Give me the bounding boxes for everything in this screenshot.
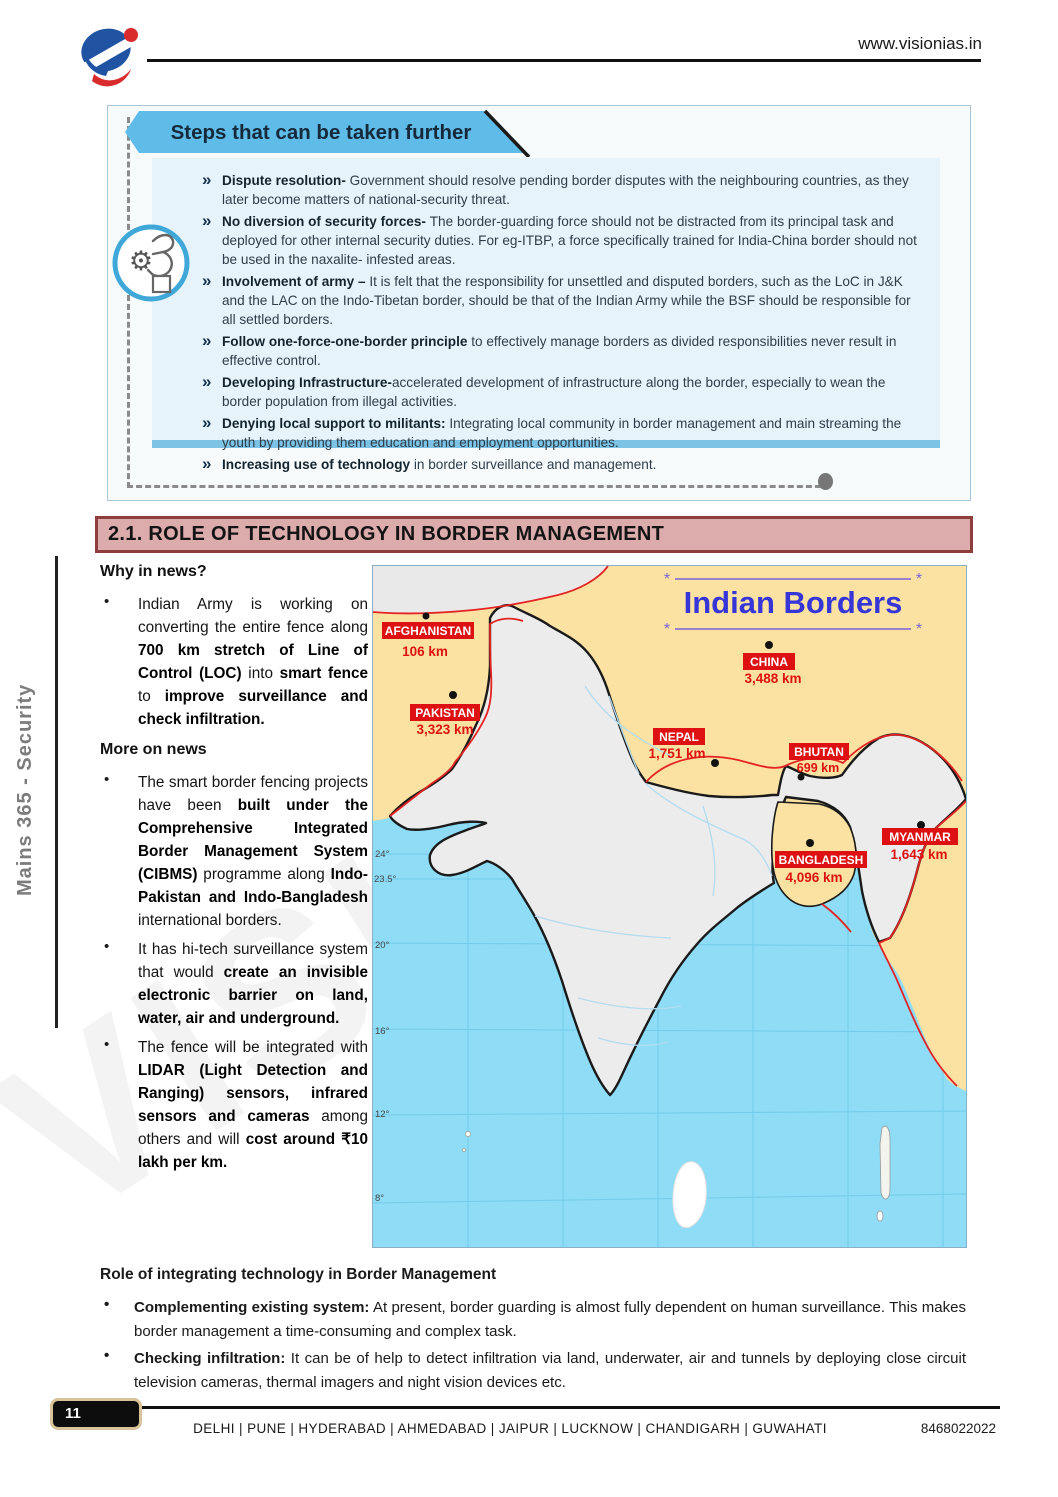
chevron-double-icon: » [202, 372, 212, 391]
list-item [100, 771, 368, 932]
steps-item [202, 272, 922, 329]
svg-text:BANGLADESH: BANGLADESH [778, 853, 864, 867]
svg-text:CHINA: CHINA [750, 655, 788, 669]
footer-divider [128, 1406, 1000, 1409]
svg-text:⚙: ⚙ [128, 246, 154, 276]
chevron-double-icon: » [202, 413, 212, 432]
svg-text:NEPAL: NEPAL [659, 730, 699, 744]
steps-item [202, 455, 922, 474]
chevron-double-icon: » [202, 170, 212, 189]
steps-item [202, 212, 922, 269]
header-divider [147, 59, 981, 62]
steps-banner-title: Steps that can be taken further [170, 121, 472, 144]
steps-item-text: No diversion of security forces- The border-guarding force should not be distracted from its principal task and deployed for other internal security duties. For eg-ITBP, a force specifically trained for India-China border should not be used in the naxalite- infested areas. [222, 214, 917, 267]
chevron-double-icon: » [202, 331, 212, 350]
bullet-icon: • [104, 593, 110, 610]
steps-item [202, 171, 922, 209]
svg-text:MYANMAR: MYANMAR [889, 830, 951, 844]
steps-list [202, 171, 922, 474]
list-item [100, 1347, 966, 1394]
svg-text:24°: 24° [375, 849, 390, 860]
list-item [100, 1296, 966, 1343]
footer-phone[interactable]: 8468022022 [920, 1421, 996, 1436]
steps-item-text: Denying local support to militants: Integrating local community in border management and main streaming the youth by providing them education and employment opportunities. [222, 416, 902, 450]
andaman-islands [880, 1126, 890, 1199]
why-item-text: Indian Army is working on converting the entire fence along 700 km stretch of Line of Control (LOC) into smart fence to improve surveillance and check infiltration. [138, 596, 369, 728]
svg-text:PAKISTAN: PAKISTAN [415, 706, 475, 720]
india-borders-map [372, 565, 967, 1248]
svg-text:3,323 km: 3,323 km [416, 722, 474, 737]
bullet-icon: • [104, 938, 110, 955]
lakshadweep-island [463, 1149, 466, 1152]
svg-text:4,096 km: 4,096 km [785, 870, 843, 885]
left-column [100, 563, 368, 1184]
svg-text:23.5°: 23.5° [374, 874, 397, 885]
steps-item-text: Involvement of army – It is felt that the responsibility for unsettled and disputed borders, such as the LoC in J&K and the LAC on the Indo-Tibetan border, should be that of the Indian Army while the BSF should be responsible for all settled borders. [222, 274, 911, 327]
steps-item-text: Increasing use of technology in border surveillance and management. [222, 457, 657, 472]
chevron-double-icon: » [202, 271, 212, 290]
steps-banner [123, 109, 563, 162]
bullet-icon: • [104, 1036, 110, 1053]
svg-text:106 km: 106 km [402, 644, 448, 659]
bullet-icon: • [104, 1347, 110, 1364]
list-item [100, 938, 368, 1030]
lakshadweep-island [466, 1132, 471, 1137]
ornament-asterisk: * [663, 571, 671, 588]
ornament-asterisk: * [915, 571, 923, 588]
svg-text:16°: 16° [375, 1026, 390, 1037]
role-list [100, 1296, 966, 1394]
svg-text:1,751 km: 1,751 km [648, 746, 706, 761]
svg-text:AFGHANISTAN: AFGHANISTAN [384, 624, 472, 638]
list-item [100, 593, 368, 731]
more-item-text: The smart border fencing projects have been built under the Comprehensive Integrated Border Management System (CIBMS) programme along Indo-Pakistan and Indo-Bangladesh international borders. [138, 774, 368, 929]
bullet-icon: • [104, 1296, 110, 1313]
steps-item [202, 414, 922, 452]
svg-text:20°: 20° [375, 940, 390, 951]
steps-item-text: Developing Infrastructure-accelerated development of infrastructure along the border, especially to wean the border population from illegal activities. [222, 375, 886, 409]
svg-text:8°: 8° [375, 1193, 385, 1204]
svg-text:3,488 km: 3,488 km [744, 671, 802, 686]
svg-text:1,643 km: 1,643 km [890, 847, 948, 862]
svg-text:BHUTAN: BHUTAN [794, 745, 844, 759]
steps-dashed-end-dot [818, 473, 833, 490]
nicobar-island [877, 1211, 883, 1221]
more-item-text: The fence will be integrated with LIDAR (Light Detection and Ranging) sensors, infrared sensors and cameras among others and will cost around ₹10 lakh per km. [138, 1039, 368, 1171]
chevron-double-icon: » [202, 454, 212, 473]
map-title: Indian Borders [683, 585, 903, 620]
page-number-badge: 11 [50, 1398, 142, 1430]
why-list [100, 593, 368, 731]
more-list [100, 771, 368, 1174]
ornament-asterisk: * [915, 621, 923, 638]
svg-text:12°: 12° [375, 1109, 390, 1120]
steps-item [202, 373, 922, 411]
role-item-text: Checking infiltration: It can be of help to detect infiltration via land, underwater, air and tunnels by deploying close circuit television cameras, thermal imagers and night vision devices etc. [134, 1350, 966, 1391]
svg-text:699 km: 699 km [796, 761, 840, 775]
steps-panel [152, 158, 940, 473]
steps-item-text: Dispute resolution- Government should resolve pending border disputes with the neighbouring countries, as they later become matters of national-security threat. [222, 173, 909, 207]
role-item-text: Complementing existing system: At present, border guarding is almost fully dependent on human surveillance. This makes border management a time-consuming and complex task. [134, 1299, 966, 1340]
role-heading: Role of integrating technology in Border Management [100, 1266, 497, 1283]
chevron-double-icon: » [202, 211, 212, 230]
why-heading: Why in news? [100, 563, 207, 580]
more-heading: More on news [100, 741, 207, 758]
more-item-text: It has hi-tech surveillance system that would create an invisible electronic barrier on land, water, air and underground. [138, 941, 368, 1027]
sidebar-label: Mains 365 - Security [14, 683, 36, 896]
ornament-asterisk: * [663, 621, 671, 638]
steps-item-text: Follow one-force-one-border principle to effectively manage borders as divided responsibilities never result in effective control. [222, 334, 897, 368]
hand-gear-icon [108, 220, 194, 311]
section-heading: 2.1. ROLE OF TECHNOLOGY IN BORDER MANAGEMENT [95, 516, 973, 553]
bullet-icon: • [104, 771, 110, 788]
site-url[interactable]: www.visionias.in [858, 34, 982, 53]
steps-item [202, 332, 922, 370]
visionias-logo [76, 24, 138, 90]
sidebar-divider [55, 556, 58, 1028]
list-item [100, 1036, 368, 1174]
role-section [100, 1266, 966, 1398]
footer-cities: DELHI | PUNE | HYDERABAD | AHMEDABAD | JAIPUR | LUCKNOW | CHANDIGARH | GUWAHATI [193, 1421, 827, 1436]
